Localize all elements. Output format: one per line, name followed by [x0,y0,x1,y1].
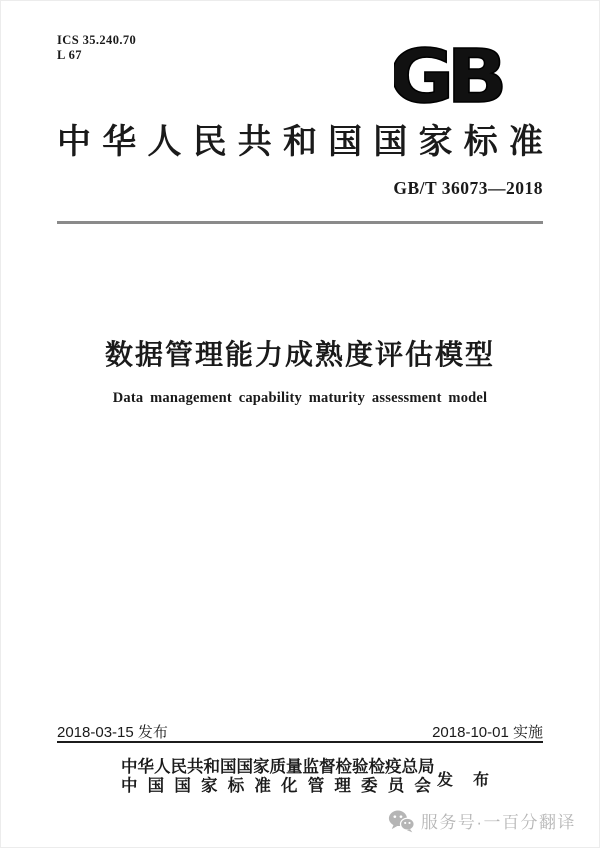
implementation-date: 2018-10-01 实施 [432,724,543,741]
standard-number: GB/T 36073—2018 [393,178,543,198]
dates-row [57,721,543,742]
title-english: Data management capability maturity assessment model [112,390,488,406]
national-standard-heading: 中 华 人 民 共 和 国 国 家 标 准 [57,124,543,161]
publisher-block [121,757,435,796]
ics-category-code: L 67 [57,48,82,62]
gb-logo-text: GB [394,42,500,108]
wechat-icon [388,809,415,833]
title-chinese: 数据管理能力成熟度评估模型 [104,339,495,370]
gb-standard-logo-icon [394,42,512,108]
publisher-agency-1: 中 华 人 民 共 和 国 国 家 质 量 监 督 检 验 检 疫 总 局 [121,757,435,776]
footer-divider-line [57,741,543,743]
watermark-label: 服务号·一百分翻译 [420,813,576,832]
header-divider-line [57,221,543,224]
issue-date: 2018-03-15 发布 [57,724,168,741]
ics-code: ICS 35.240.70 [57,33,137,47]
publish-label: 发 布 [437,772,489,789]
translation-watermark [388,808,576,833]
publisher-agency-2: 中 国 国 家 标 准 化 管 理 委 员 会 [121,776,431,795]
ics-classification [57,33,136,63]
